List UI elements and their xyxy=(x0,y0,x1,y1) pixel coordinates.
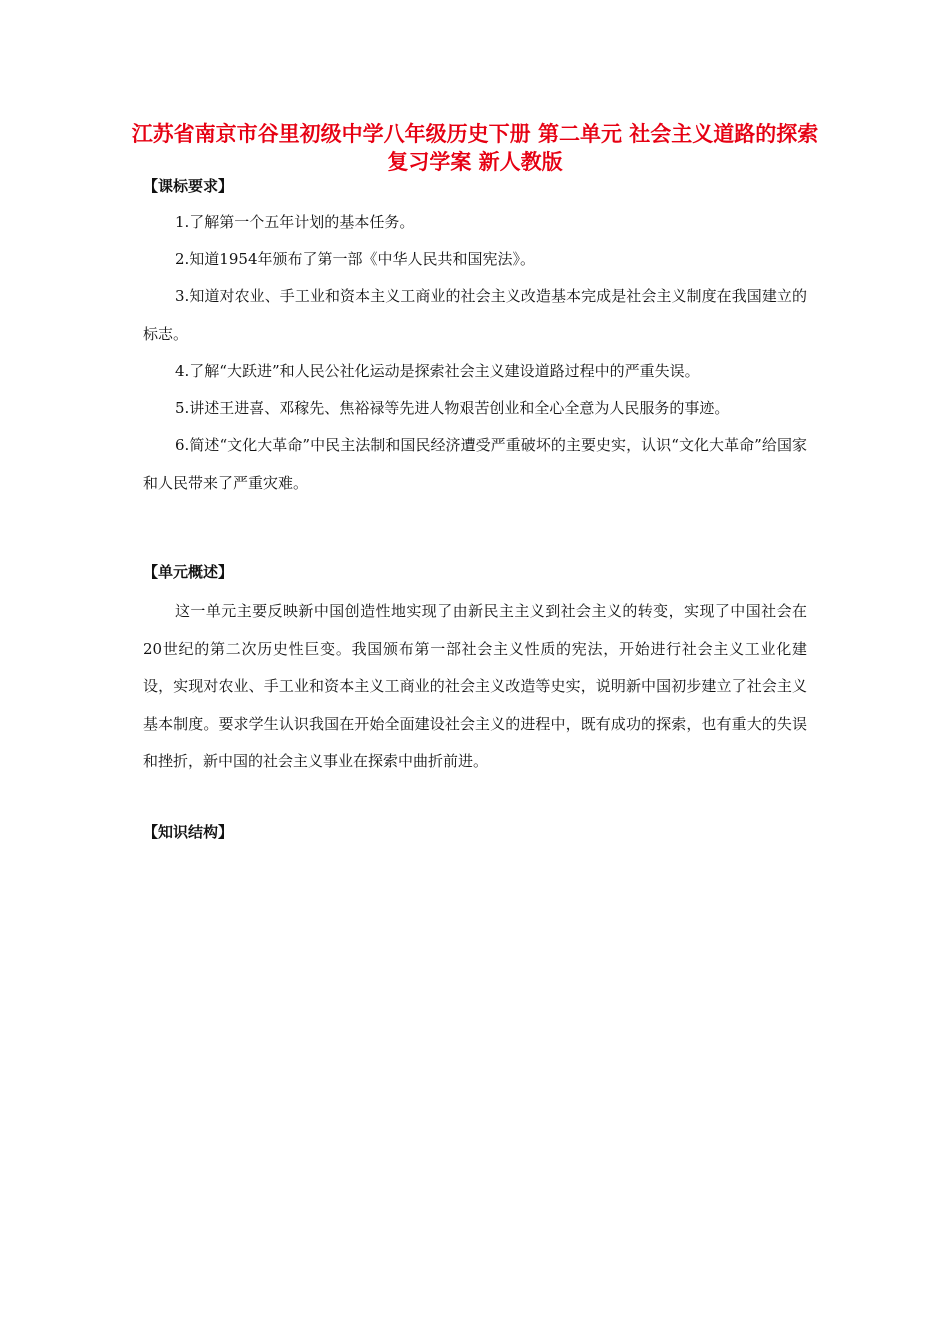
knowledge-structure-heading: 【知识结构】 xyxy=(143,823,234,841)
requirements-heading: 【课标要求】 xyxy=(143,177,234,195)
requirement-item-2: 2.知道1954年颁布了第一部《中华人民共和国宪法》。 xyxy=(175,250,535,268)
requirement-item-3: 3.知道对农业、手工业和资本主义工商业的社会主义改造基本完成是社会主义制度在我国建立的标志。 xyxy=(143,287,807,343)
requirement-item-1: 1.了解第一个五年计划的基本任务。 xyxy=(175,213,415,231)
requirement-item-5: 5.讲述王进喜、邓稼先、焦裕禄等先进人物艰苦创业和全心全意为人民服务的事迹。 xyxy=(175,399,730,417)
requirement-item-6: 6.简述“文化大革命”中民主法制和国民经济遭受严重破坏的主要史实，认识“文化大革命”给国家和人民带来了严重灾难。 xyxy=(143,436,807,492)
overview-paragraph: 这一单元主要反映新中国创造性地实现了由新民主主义到社会主义的转变，实现了中国社会在20世纪的第二次历史性巨变。我国颁布第一部社会主义性质的宪法，开始进行社会主义工业化建设，实现对农业、手工业和资本主义工商业的社会主义改造等史实，说明新中国初步建立了社会主义基本制度。要求学生认识我国在开始全面建设社会主义的进程中，既有成功的探索，也有重大的失误和挫折，新中国的社会主义事业在探索中曲折前进。 xyxy=(143,602,807,770)
requirement-item-4: 4.了解“大跃进”和人民公社化运动是探索社会主义建设道路过程中的严重失误。 xyxy=(175,362,700,380)
overview-heading: 【单元概述】 xyxy=(143,563,234,581)
document-title: 江苏省南京市谷里初级中学八年级历史下册 第二单元 社会主义道路的探索 复习学案 新人教版 xyxy=(131,122,819,174)
